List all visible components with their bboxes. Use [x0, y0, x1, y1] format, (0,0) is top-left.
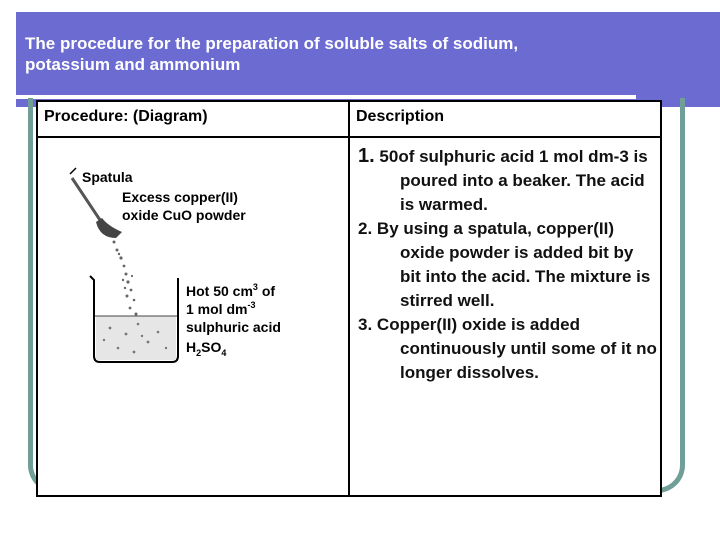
acid-label-line3: sulphuric acid — [186, 319, 281, 335]
procedure-table — [36, 100, 662, 497]
step-number: 2. — [358, 219, 373, 238]
spatula-handle — [72, 178, 104, 226]
slide-title — [25, 33, 645, 75]
step-number: 3. — [358, 315, 373, 334]
acid-liquid — [96, 316, 176, 360]
step-text: By using a spatula, copper(II) oxide powder is added bit by bit into the acid. The mixture is stirred well. — [372, 219, 651, 310]
acid-label-line1: Hot 50 cm — [186, 283, 253, 299]
diagram-column-header: Procedure: (Diagram) — [44, 108, 208, 125]
list-item — [358, 144, 658, 217]
slide-title-line2: potassium and ammonium — [25, 55, 241, 74]
list-item — [358, 313, 658, 385]
falling-powder — [113, 241, 138, 316]
spatula-leader-line — [70, 168, 76, 174]
powder-label-line2: oxide CuO powder — [122, 207, 246, 223]
table-body-row — [37, 137, 661, 496]
slide-title-line1: The procedure for the preparation of soluble salts of sodium, — [25, 34, 519, 53]
step-text: 50of sulphuric acid 1 mol dm-3 is poured into a beaker. The acid is warmed. — [374, 147, 648, 214]
svg-text:1 mol dm-3 — [186, 300, 255, 317]
diagram-cell — [37, 137, 349, 496]
spatula-label: Spatula — [82, 169, 133, 185]
apparatus-diagram — [38, 138, 348, 490]
description-column-header: Description — [356, 108, 445, 125]
acid-label-line2: 1 mol dm — [186, 301, 248, 317]
acid-label — [186, 282, 281, 358]
step-number: 1. — [358, 145, 375, 167]
description-header-cell — [349, 101, 661, 137]
acid-label-line1-end: of — [257, 283, 276, 299]
powder-label-line1: Excess copper(II) — [122, 189, 238, 205]
svg-text:H2SO4 — [186, 339, 226, 358]
acid-label-line1-sup: 3 — [252, 282, 258, 292]
table-header-row — [37, 101, 661, 137]
formula-so: SO — [201, 339, 222, 355]
formula-sub2: 2 — [196, 348, 202, 358]
header-accent — [691, 12, 720, 107]
acid-label-line2-sup: -3 — [247, 300, 256, 310]
formula-h: H — [186, 339, 197, 355]
svg-text:Hot 50 cm3 of — [186, 282, 275, 299]
description-cell — [349, 137, 661, 496]
procedure-steps — [358, 144, 658, 385]
diagram-header-cell — [37, 101, 349, 137]
list-item — [358, 217, 658, 313]
formula-sub4: 4 — [221, 348, 227, 358]
step-text: Copper(II) oxide is added continuously until some of it no longer dissolves. — [372, 315, 657, 382]
spatula-scoop — [96, 218, 122, 238]
